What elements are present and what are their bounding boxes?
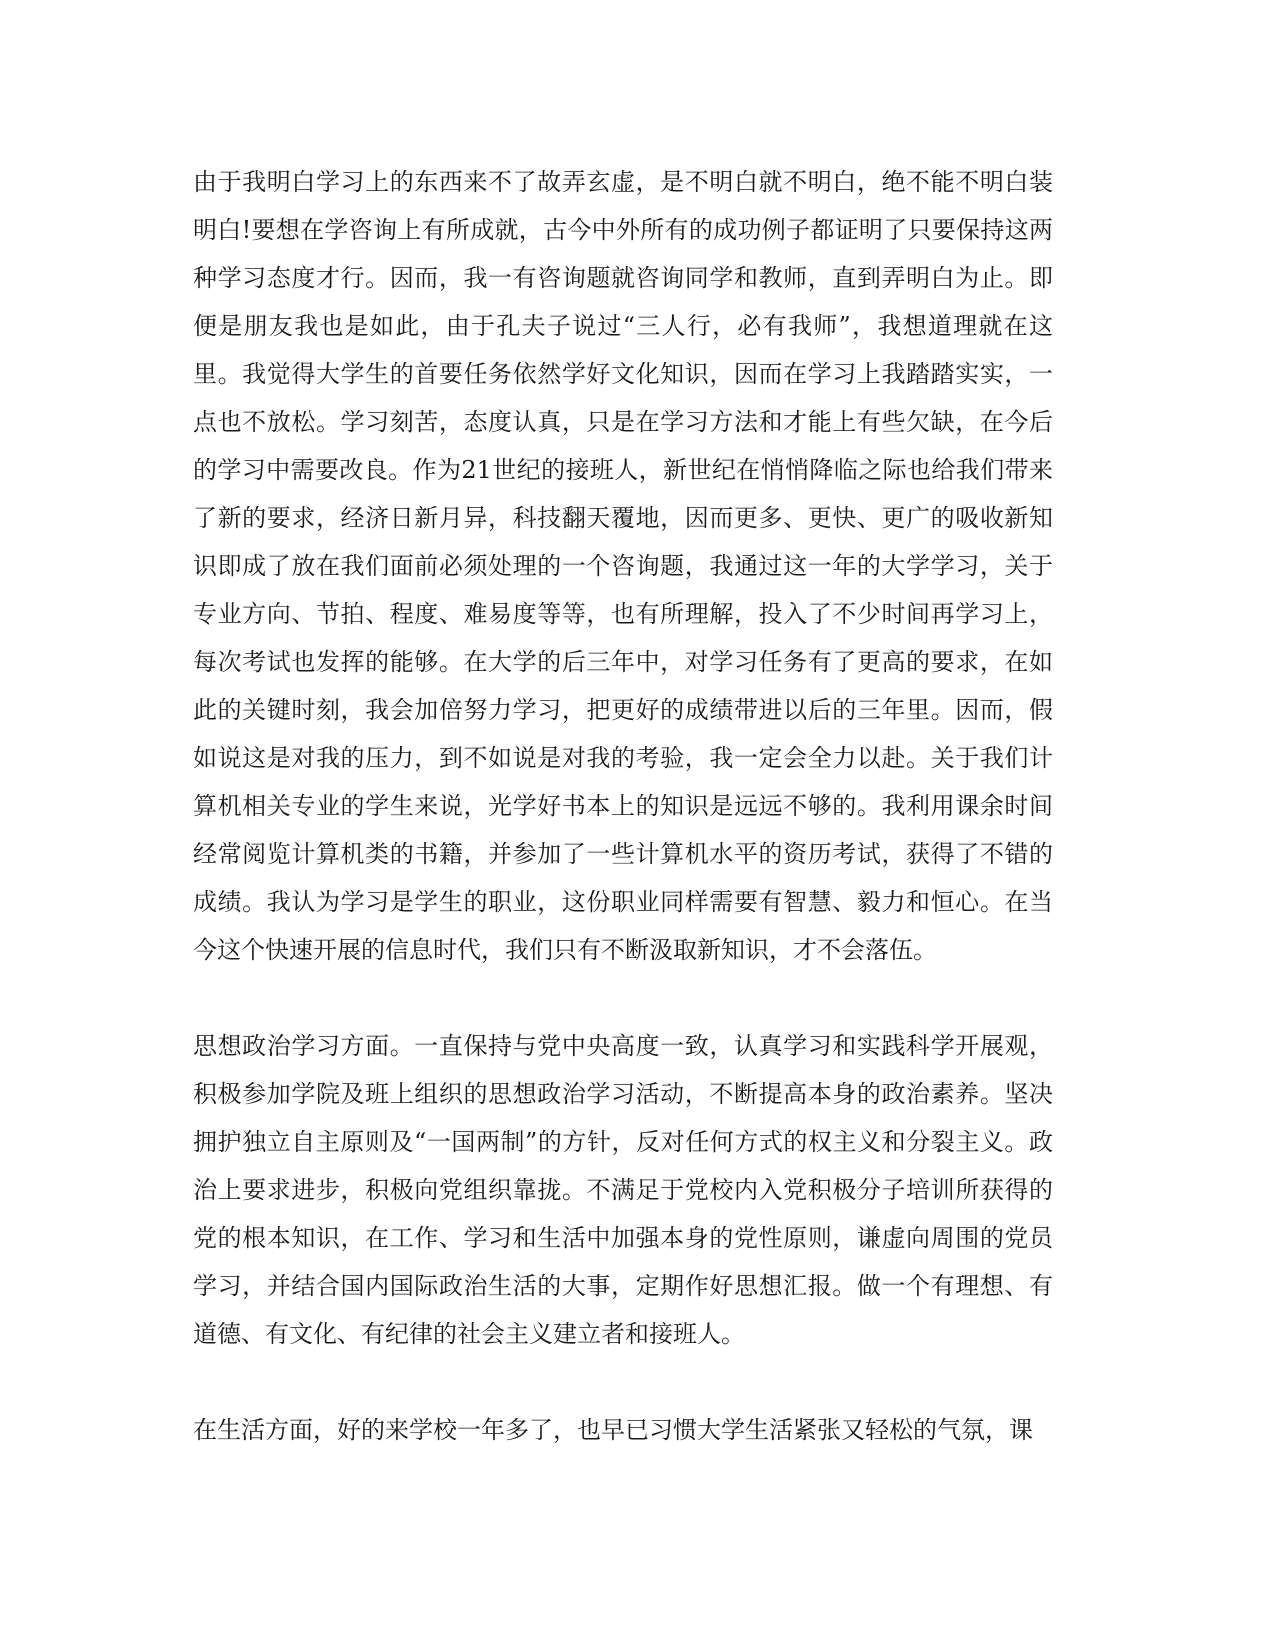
paragraph-political-study: 思想政治学习方面。一直保持与党中央高度一致，认真学习和实践科学开展观，积极参加学院及班上组织的思想政治学习活动，不断提高本身的政治素养。坚决拥护独立自主原则及“一国两制”的方针，反对任何方式的权主义和分裂主义。政治上要求进步，积极向党组织靠拢。不满足于党校内入党积极分子培训所获得的党的根本知识，在工作、学习和生活中加强本身的党性原则，谦虚向周围的党员学习，并结合国内国际政治生活的大事，定期作好思想汇报。做一个有理想、有道德、有文化、有纪律的社会主义建立者和接班人。	[193, 1032, 1053, 1348]
paragraph-life: 在生活方面，好的来学校一年多了，也早已习惯大学生活紧张又轻松的气氛，课	[193, 1416, 1033, 1444]
paragraph-study: 由于我明白学习上的东西来不了故弄玄虚，是不明白就不明白，绝不能不明白装明白!要想在学咨询上有所成就，古今中外所有的成功例子都证明了只要保持这两种学习态度才行。因而，我一有咨询题就咨询同学和教师，直到弄明白为止。即便是朋友我也是如此，由于孔夫子说过“三人行，必有我师”，我想道理就在这里。我觉得大学生的首要任务依然学好文化知识，因而在学习上我踏踏实实，一点也不放松。学习刻苦，态度认真，只是在学习方法和才能上有些欠缺，在今后的学习中需要改良。作为21世纪的接班人，新世纪在悄悄降临之际也给我们带来了新的要求，经济日新月异，科技翻天覆地，因而更多、更快、更广的吸收新知识即成了放在我们面前必须处理的一个咨询题，我通过这一年的大学学习，关于专业方向、节拍、程度、难易度等等，也有所理解，投入了不少时间再学习上，每次考试也发挥的能够。在大学的后三年中，对学习任务有了更高的要求，在如此的关键时刻，我会加倍努力学习，把更好的成绩带进以后的三年里。因而，假如说这是对我的压力，到不如说是对我的考验，我一定会全力以赴。关于我们计算机相关专业的学生来说，光学好书本上的知识是远远不够的。我利用课余时间经常阅览计算机类的书籍，并参加了一些计算机水平的资历考试，获得了不错的成绩。我认为学习是学生的职业，这份职业同样需要有智慧、毅力和恒心。在当今这个快速开展的信息时代，我们只有不断汲取新知识，才不会落伍。	[193, 168, 1053, 964]
document-body	[193, 158, 1053, 1454]
